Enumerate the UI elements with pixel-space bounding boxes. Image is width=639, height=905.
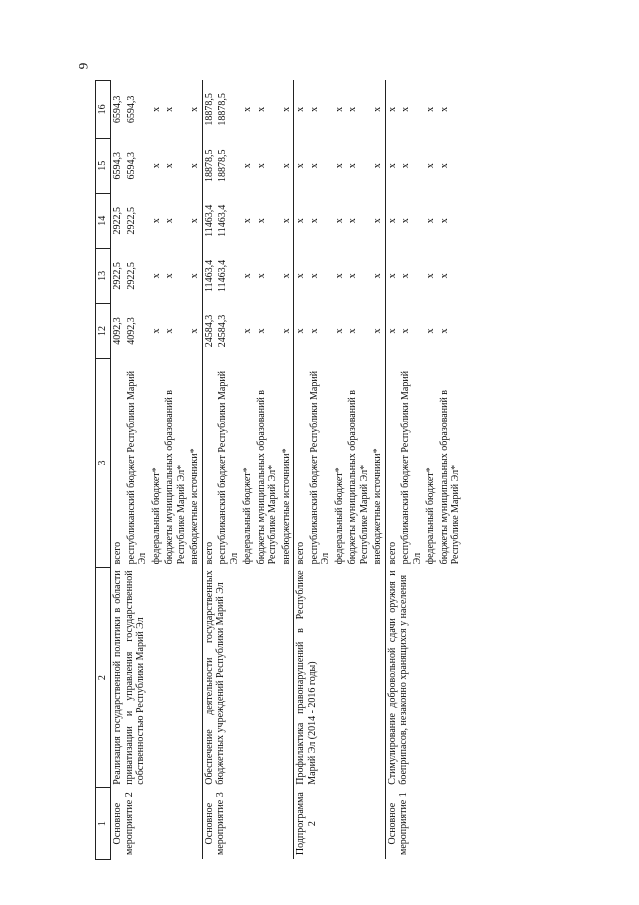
value-cell: x — [242, 106, 253, 112]
value-cell: x — [280, 328, 292, 334]
funding-source-label: бюджеты муниципальных образований в Республике Марий Эл* — [438, 389, 461, 565]
value-cell: x — [308, 273, 320, 279]
header-cell: 14 — [96, 193, 111, 248]
value-cell: 6594,3 — [112, 95, 123, 124]
value-cell: 4092,3 — [125, 317, 137, 345]
value-cell: 11463,4 — [217, 204, 228, 237]
value-cell: x — [255, 328, 267, 334]
funding-source-label: бюджеты муниципальных образований в Республике Марий Эл* — [347, 389, 370, 565]
funding-source-label: федеральный бюджет* — [425, 467, 436, 565]
funding-source-label: федеральный бюджет* — [333, 467, 345, 565]
value-cell: 18878,5 — [202, 138, 216, 193]
value-cell: x — [164, 106, 175, 112]
value-cell: x — [372, 273, 383, 279]
header-cell: 16 — [96, 81, 111, 139]
budget-table — [95, 80, 463, 860]
value-cell: x — [294, 303, 308, 358]
value-cell: x — [164, 218, 175, 224]
value-cell: x — [425, 163, 436, 169]
value-cell: x — [280, 273, 292, 279]
value-cell: x — [294, 138, 308, 193]
page-number: 9 — [75, 62, 91, 70]
value-cell: 18878,5 — [202, 81, 216, 139]
value-cell: x — [242, 273, 253, 279]
value-cell: x — [372, 218, 383, 224]
value-cell: 4092,3 — [112, 317, 123, 345]
table-row — [111, 81, 125, 860]
row-code: Основное мероприятие 1 — [385, 788, 463, 860]
header-cell: 3 — [96, 359, 111, 568]
funding-source-label: внебюджетные источники* — [189, 448, 200, 565]
value-cell: x — [372, 328, 383, 334]
value-cell: x — [333, 163, 345, 169]
value-cell: x — [438, 106, 450, 112]
table-row — [294, 81, 308, 860]
table-header — [96, 81, 111, 860]
value-cell: 2922,5 — [112, 207, 123, 235]
funding-source-label: всего — [112, 541, 123, 565]
row-name: Реализация государственной политики в области приватизации и управления государственной собственностью Республики Марий Эл — [112, 570, 146, 785]
value-cell: x — [150, 218, 162, 224]
value-cell: x — [372, 163, 383, 169]
value-cell: x — [150, 163, 162, 169]
value-cell: x — [333, 218, 345, 224]
value-cell: x — [294, 81, 308, 139]
value-cell: 24584,3 — [217, 314, 228, 348]
value-cell: x — [280, 106, 292, 112]
table-row — [385, 81, 399, 860]
value-cell: x — [255, 273, 267, 279]
value-cell: x — [242, 163, 253, 169]
value-cell: 2922,5 — [112, 262, 123, 290]
funding-source-label: внебюджетные источники* — [372, 448, 383, 565]
rotated-table-container — [95, 80, 585, 860]
value-cell: x — [347, 163, 358, 169]
value-cell: x — [255, 218, 267, 224]
funding-source-label: всего — [202, 359, 216, 568]
funding-source-label: бюджеты муниципальных образований в Республике Марий Эл* — [164, 389, 187, 565]
header-cell: 13 — [96, 248, 111, 303]
value-cell: x — [347, 106, 358, 112]
header-cell: 1 — [96, 788, 111, 860]
value-cell: x — [242, 328, 253, 334]
value-cell: x — [347, 218, 358, 224]
value-cell: x — [294, 193, 308, 248]
value-cell: x — [438, 328, 450, 334]
table-row — [202, 81, 216, 860]
value-cell: 24584,3 — [202, 303, 216, 358]
value-cell: x — [189, 218, 200, 224]
value-cell: x — [347, 273, 358, 279]
value-cell: 11463,4 — [202, 193, 216, 248]
value-cell: x — [294, 248, 308, 303]
value-cell: 2922,5 — [125, 207, 137, 235]
value-cell: x — [333, 106, 345, 112]
value-cell: x — [150, 328, 162, 334]
funding-source-label: республиканский бюджет Республики Марий Эл — [125, 370, 148, 565]
value-cell: x — [372, 106, 383, 112]
row-name: Профилактика правонарушений в Республике Марий Эл (2014 - 2016 годы) — [294, 567, 386, 787]
value-cell: x — [189, 328, 200, 334]
value-cell: x — [308, 106, 320, 112]
value-cell: x — [150, 273, 162, 279]
value-cell: x — [333, 328, 345, 334]
funding-source-label: бюджеты муниципальных образований в Республике Марий Эл* — [255, 389, 278, 565]
value-cell: x — [400, 328, 411, 334]
value-cell: x — [425, 218, 436, 224]
value-cell: x — [425, 328, 436, 334]
value-cell: 11463,4 — [217, 259, 228, 292]
value-cell: 6594,3 — [112, 151, 123, 180]
value-cell: 11463,4 — [202, 248, 216, 303]
header-cell: 12 — [96, 303, 111, 358]
value-cell: x — [438, 218, 450, 224]
value-cell: 2922,5 — [125, 262, 137, 290]
table-body — [111, 81, 463, 860]
row-name: Обеспечение деятельности государственных бюджетных учреждений Республики Марий Эл — [202, 567, 294, 787]
header-cell: 15 — [96, 138, 111, 193]
value-cell: 6594,3 — [125, 151, 137, 180]
funding-source-label: федеральный бюджет* — [242, 467, 253, 565]
row-code: Подпрограмма 2 — [294, 788, 386, 860]
value-cell: x — [189, 106, 200, 112]
value-cell: x — [308, 163, 320, 169]
value-cell: x — [189, 163, 200, 169]
value-cell: x — [438, 163, 450, 169]
value-cell: x — [385, 303, 399, 358]
value-cell: x — [400, 218, 411, 224]
funding-source-label: всего — [385, 359, 399, 568]
value-cell: x — [255, 106, 267, 112]
value-cell: x — [400, 106, 411, 112]
value-cell: x — [385, 248, 399, 303]
value-cell: x — [385, 193, 399, 248]
value-cell: x — [347, 328, 358, 334]
value-cell: x — [385, 138, 399, 193]
value-cell: x — [150, 106, 162, 112]
value-cell: x — [400, 163, 411, 169]
header-cell: 2 — [96, 567, 111, 787]
row-code: Основное мероприятие 3 — [202, 788, 294, 860]
value-cell: 18878,5 — [217, 93, 228, 126]
funding-source-label: всего — [294, 359, 308, 568]
value-cell: x — [425, 106, 436, 112]
value-cell: x — [164, 163, 175, 169]
value-cell: x — [189, 273, 200, 279]
value-cell: x — [164, 273, 175, 279]
row-name: Стимулирование добровольной сдачи оружия и боеприпасов, незаконно хранящихся у населения — [385, 567, 463, 787]
value-cell: x — [438, 273, 450, 279]
funding-source-label: республиканский бюджет Республики Марий Эл — [400, 370, 423, 565]
row-code: Основное мероприятие 2 — [112, 792, 135, 855]
value-cell: x — [255, 163, 267, 169]
funding-source-label: внебюджетные источники* — [280, 448, 292, 565]
value-cell: x — [385, 81, 399, 139]
value-cell: x — [333, 273, 345, 279]
funding-source-label: республиканский бюджет Республики Марий Эл — [217, 370, 240, 565]
funding-source-label: республиканский бюджет Республики Марий Эл — [308, 370, 331, 565]
value-cell: x — [308, 218, 320, 224]
funding-source-label: федеральный бюджет* — [150, 467, 162, 565]
value-cell: x — [400, 273, 411, 279]
value-cell: x — [425, 273, 436, 279]
value-cell: 18878,5 — [217, 149, 228, 182]
value-cell: 6594,3 — [125, 95, 137, 124]
value-cell: x — [242, 218, 253, 224]
value-cell: x — [280, 218, 292, 224]
value-cell: x — [280, 163, 292, 169]
value-cell: x — [308, 328, 320, 334]
value-cell: x — [164, 328, 175, 334]
